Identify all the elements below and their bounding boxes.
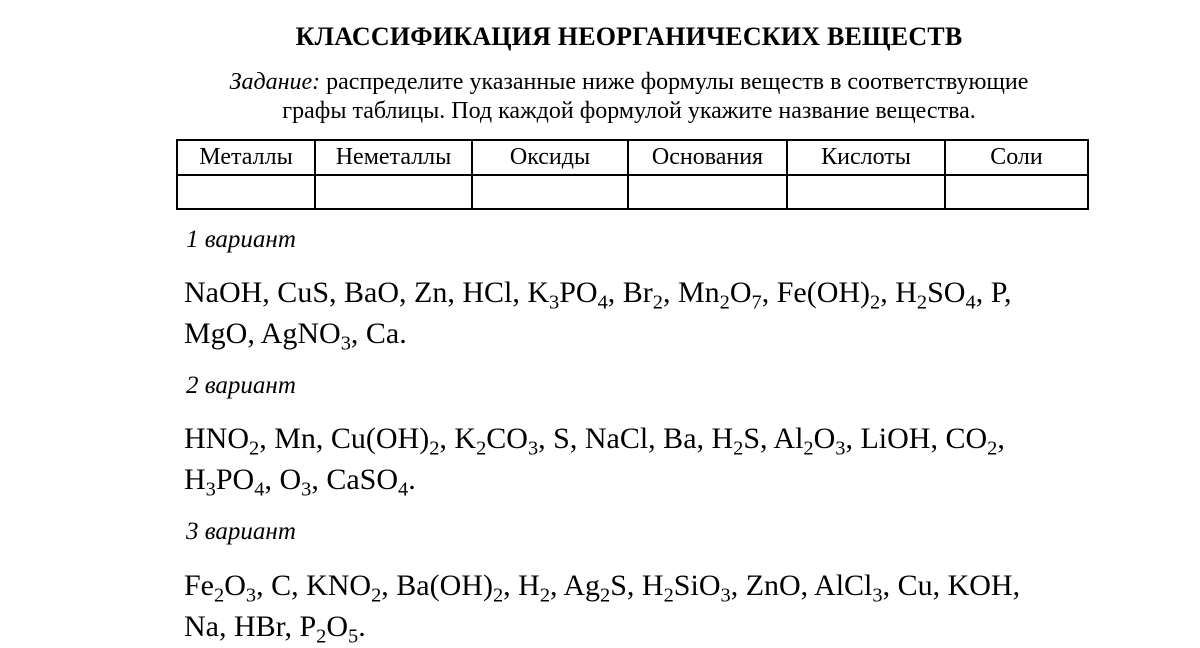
header-oxides: Оксиды <box>472 140 628 175</box>
cell-metals[interactable] <box>177 175 315 209</box>
variant-3-formulas: $Fe_2O_3$, C, $KNO_2$, $Ba(OH)_2$, $H_2$, $Ag_2S$, $H_2SiO_3$, ZnO, AlCl$_3$, Cu, KOH, Na, HBr, $P_2O_5$. <box>184 569 1021 648</box>
variant-1-formulas: NaOH, CuS, BaO, Zn, HCl, $K_3PO_4$, $Br_2$, $Mn_2O_7$, $Fe(OH)_2$, $H_2SO_4$, P, MgO, AgNO$_3$, Ca. <box>184 276 1012 355</box>
table-row <box>177 175 1088 209</box>
header-bases: Основания <box>628 140 787 175</box>
cell-oxides[interactable] <box>472 175 628 209</box>
variant-2-label: 2 вариант <box>186 372 296 399</box>
header-metals: Металлы <box>177 140 315 175</box>
variant-2-formulas: $HNO_2$, Mn, $Cu(OH)_2$, $K_2CO_3$, S, NaCl, Ba, $H_2S$, $Al_2O_3$, LiOH, $CO_2$, $H_3PO_4$, $O_3$, CaSO$_4$. <box>184 422 1005 501</box>
task-line-1: распределите указанные ниже формулы веществ в соответствующие <box>320 69 1029 95</box>
task-lead: Задание: <box>229 69 321 95</box>
table-header-row <box>177 140 1088 175</box>
page-title: КЛАССИФИКАЦИЯ НЕОРГАНИЧЕСКИХ ВЕЩЕСТВ <box>295 22 963 51</box>
task-instruction <box>0 68 1200 126</box>
classification-table <box>176 139 1089 210</box>
cell-acids[interactable] <box>787 175 945 209</box>
cell-bases[interactable] <box>628 175 787 209</box>
variant-1-label: 1 вариант <box>186 226 296 253</box>
header-acids: Кислоты <box>787 140 945 175</box>
cell-salts[interactable] <box>945 175 1088 209</box>
variant-3-label: 3 вариант <box>186 518 296 545</box>
header-salts: Соли <box>945 140 1088 175</box>
task-line-2: графы таблицы. Под каждой формулой укажите название вещества. <box>282 98 976 124</box>
cell-nonmetals[interactable] <box>315 175 472 209</box>
header-nonmetals: Неметаллы <box>315 140 472 175</box>
